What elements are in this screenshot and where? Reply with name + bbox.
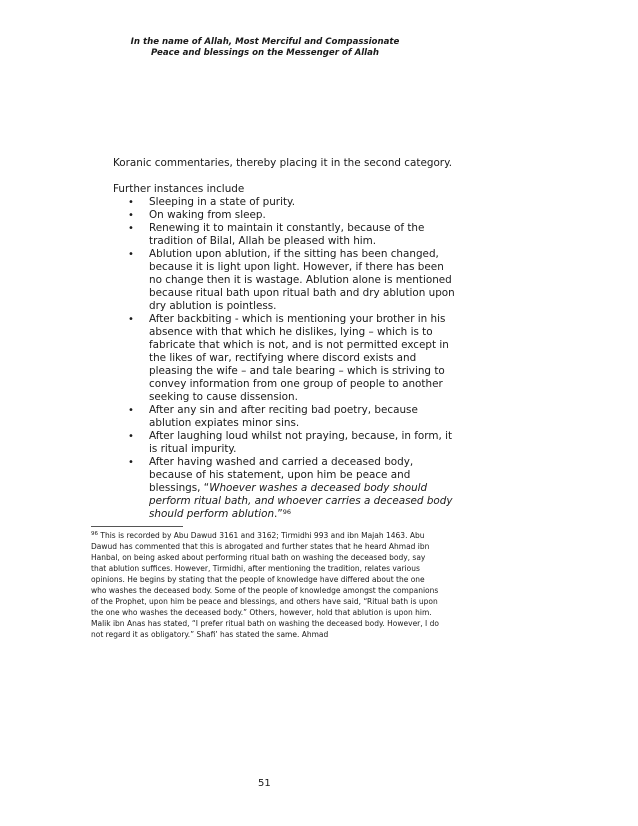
page-header <box>60 37 470 59</box>
list-item-text: After any sin and after reciting bad poetry, because ablution expiates minor sins. <box>149 404 418 429</box>
bullet-icon: • <box>128 249 134 260</box>
main-content <box>113 157 458 521</box>
list-item-text: After having washed and carried a deceased body, because of his statement, upon him be peace and blessings, “ <box>149 456 414 494</box>
header-line-1: In the name of Allah, Most Merciful and Compassionate <box>130 37 400 47</box>
bullet-icon: • <box>128 210 134 221</box>
footnote-text: This is recorded by Abu Dawud 3161 and 3162; Tirmidhi 993 and ibn Majah 1463. Abu Dawud has commented that this is abrogated and further states that he heard Ahmad ibn Hanbal, on being asked about performing ritual bath on washing the deceased body, say that ablution suffices. However, Tirmidhi, after mentioning the tradition, relates various opinions. He begins by stating that the people of knowledge have differed about the one who washes the deceased body. Some of the people of knowledge amongst the companions of the Prophet, upon him be peace and blessings, and others have said, “Ritual bath is upon the one who washes the deceased body.” Others, however, hold that ablution is upon him. Malik ibn Anas has stated, “I prefer ritual bath on washing the deceased body. However, I do not regard it as obligatory.” Shafi’ has stated the same. Ahmad <box>91 531 439 639</box>
list-intro: Further instances include <box>113 183 245 195</box>
bullet-icon: • <box>128 431 134 442</box>
list-item <box>113 248 458 313</box>
footnote-divider <box>91 526 183 527</box>
list-item <box>113 209 458 222</box>
footnote-section <box>91 530 439 640</box>
bullet-icon: • <box>128 405 134 416</box>
list-item <box>113 196 458 209</box>
footnote-number: 96 <box>91 531 98 537</box>
paragraph-continued: Koranic commentaries, thereby placing it in the second category. <box>113 157 453 169</box>
list-item <box>113 222 458 248</box>
list-item <box>113 313 458 404</box>
list-item-text: After laughing loud whilst not praying, because, in form, it is ritual impurity. <box>149 430 453 455</box>
list-item <box>113 456 458 521</box>
hadith-quote: Whoever washes a deceased body should perform ritual bath, and whoever carries a deceased body should perform ablution <box>149 482 453 520</box>
bullet-icon: • <box>128 314 134 325</box>
list-item-text: After backbiting - which is mentioning your brother in his absence with that which he dislikes, lying – which is to fabricate that which is not, and is not permitted except in the likes of war, rectifying where discord exists and pleasing the wife – and tale bearing – which is striving to convey information from one group of people to another seeking to cause dissension. <box>149 313 449 403</box>
bullet-icon: • <box>128 223 134 234</box>
bullet-icon: • <box>128 197 134 208</box>
list-item-text: Sleeping in a state of purity. <box>149 196 296 208</box>
bullet-icon: • <box>128 457 134 468</box>
list-item-text: Ablution upon ablution, if the sitting has been changed, because it is light upon light. However, if there has been no change then it is wastage. Ablution alone is mentioned because ritual bath upon ritual bath and dry ablution upon dry ablution is pointless. <box>149 248 455 312</box>
footnote-reference[interactable]: 96 <box>282 508 292 516</box>
list-item-text: On waking from sleep. <box>149 209 266 221</box>
page-number: 51 <box>258 778 271 789</box>
header-line-2: Peace and blessings on the Messenger of Allah <box>150 48 380 58</box>
list-item-text: Renewing it to maintain it constantly, because of the tradition of Bilal, Allah be pleased with him. <box>149 222 425 247</box>
instances-list <box>113 196 458 521</box>
list-item <box>113 430 458 456</box>
list-item <box>113 404 458 430</box>
quote-close: .” <box>274 508 283 520</box>
